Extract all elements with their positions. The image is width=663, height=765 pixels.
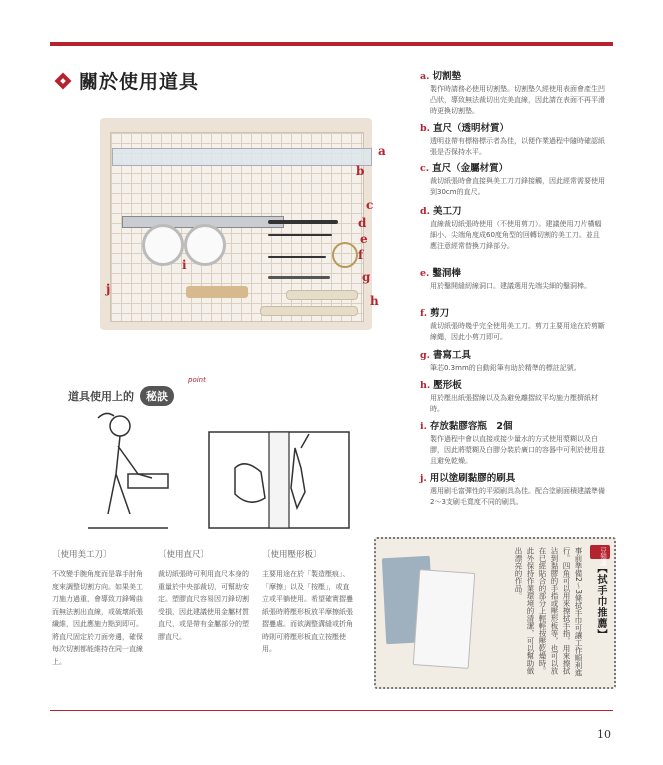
transparent-ruler (112, 148, 372, 166)
usage-heading: 〔使用美工刀〕 (52, 550, 112, 560)
tool-name: 直尺（金屬材質） (432, 163, 509, 174)
list-item: g. 書寫工具 筆芯0.3mm的自動鉛筆有助於精準的標註記號。 (420, 349, 605, 374)
tool-name: 鑿洞棒 (432, 268, 461, 279)
diamond-icon (55, 73, 71, 89)
tips-heading-text: 道具使用上的 (68, 390, 134, 403)
photo-label: c (366, 198, 374, 212)
tips-badge: 秘訣 (140, 386, 174, 406)
photo-label: i (182, 258, 187, 272)
photo-label: h (370, 294, 379, 308)
tool-name: 壓形板 (433, 380, 462, 391)
recommendation-box (374, 537, 616, 689)
photo-label: a (378, 144, 386, 158)
usage-ruler (158, 548, 250, 643)
flat-brush (186, 286, 248, 298)
tools-photo (100, 118, 386, 330)
mechanical-pencil (268, 276, 330, 279)
tool-desc: 選用刷毛富彈性的平頭刷具為佳。配合塗刷面積建議準備2～3支刷毛寬度不同的刷具。 (430, 487, 605, 506)
tip-tag-text: 豆知識 (599, 547, 607, 567)
photo-label: j (106, 282, 111, 296)
bottom-rule (50, 710, 613, 711)
usage-text: 主要用途在於「製造壓痕」、「摩擦」以及「按壓」，或直立或平躺使用。希望確實摺疊紙張時將壓形板放平摩擦紙張摺疊處。而欲調整溝縫或折角時則可將壓形板直立按壓使用。 (262, 570, 353, 653)
photo-label: d (358, 216, 367, 230)
tool-desc: 透明並帶有標格標示者為佳，以便作業過程中隨時確認紙張是否保持水平。 (430, 137, 605, 156)
photo-label: e (360, 232, 368, 246)
usage-heading: 〔使用壓形板〕 (262, 550, 322, 560)
utility-knife (268, 220, 338, 224)
tool-desc: 用於鑿開縫紉線洞口。建議選用先端尖細的鑿洞棒。 (430, 282, 591, 290)
usage-text: 裁切紙張時可利用直尺本身的重量於中央部裁切，可幫助安定。塑膠直尺容易因刀鋒切割受損，因此建議使用金屬材質直尺，或是帶有金屬部分的塑膠直尺。 (158, 570, 249, 641)
top-rule (50, 42, 613, 46)
bone-folder-long (260, 306, 358, 316)
tool-name: 用以塗刷黏膠的刷具 (429, 473, 516, 484)
list-item: f. 剪刀 裁切紙張時幾乎完全使用美工刀。剪刀主要用途在於剪斷線繩，因此小剪刀即可。 (420, 308, 605, 341)
page-title: 關於使用道具 (79, 71, 200, 93)
point-label: point (188, 376, 206, 384)
awl (268, 234, 332, 236)
photo-label: g (362, 270, 371, 284)
glue-jar (184, 224, 226, 266)
tool-name: 美工刀 (432, 206, 462, 217)
usage-heading: 〔使用直尺〕 (158, 550, 210, 560)
list-item: h. 壓形板 用於壓出紙張摺線以及為避免離摺紋平均施力壓擠紙材時。 (420, 379, 605, 415)
list-item: a. 切割墊 製作時請務必使用切割墊。切割墊久經使用表面會產生凹凸狀，導致無法裁切出完美直線，因此請在表面不再平滑時更換切割墊。 (420, 71, 605, 115)
list-item: b. 直尺（透明材質） 透明並帶有標格標示者為佳，以便作業過程中隨時確認紙張是否保持水平。 (420, 123, 605, 156)
usage-bone-folder (262, 548, 354, 656)
bone-folder (286, 290, 358, 300)
page-number: 10 (597, 728, 611, 741)
tool-desc: 裁切紙張時會直接與美工刀刀鋒接觸，因此經常需要使用到30cm的直尺。 (430, 177, 605, 196)
photo-label: b (356, 164, 365, 178)
tool-name: 剪刀 (430, 308, 450, 319)
list-item: j. 用以塗刷黏膠的刷具 選用刷毛富彈性的平頭刷具為佳。配合塗刷面積建議準備2～3支刷毛寬度不同的刷具。 (420, 473, 605, 506)
tool-name: 存放黏膠容瓶 2個 (429, 421, 513, 432)
tips-heading (68, 376, 206, 406)
tool-name: 直尺（透明材質） (432, 123, 509, 134)
tool-desc: 製作過程中會以直接或接少量水的方式使用漿糊以及白膠，因此將漿糊及白膠分裝於廣口的容器中可利於使用並且避免乾燥。 (430, 435, 605, 465)
recommendation-label: 【拭手巾推薦】 (595, 563, 606, 640)
ruler-hands-sketch (205, 428, 355, 532)
tool-desc: 直線裁切紙張時使用（不使用剪刀）。建議使用刀片橫幅細小、尖端角度成60度角型的回轉切割的美工刀。並且應注意經常替換刀鋒部分。 (430, 220, 602, 250)
tool-desc: 筆芯0.3mm的自動鉛筆有助於精準的標註記號。 (430, 364, 581, 372)
usage-knife (52, 548, 144, 668)
tool-name: 書寫工具 (432, 350, 471, 361)
tool-desc: 用於壓出紙張摺線以及為避免離摺紋平均施力壓擠紙材時。 (430, 394, 598, 413)
list-item: c. 直尺（金屬材質） 裁切紙張時會直接與美工刀刀鋒接觸，因此經常需要使用到30cm的直尺。 (420, 163, 605, 196)
photo-label: f (358, 248, 364, 262)
list-item: d. 美工刀 直線裁切紙張時使用（不使用剪刀）。建議使用刀片橫幅細小、尖端角度成60度角型的回轉切割的美工刀。並且應注意經常替換刀鋒部分。 (420, 205, 605, 252)
list-item: i. 存放黏膠容瓶 2個 製作過程中會以直接或接少量水的方式使用漿糊以及白膠，因此將漿糊及白膠分裝於廣口的容器中可利於使用並且避免乾燥。 (420, 421, 605, 465)
section-title (55, 67, 199, 94)
tool-desc: 裁切紙張時幾乎完全使用美工刀。剪刀主要用途在於剪斷線繩，因此小剪刀即可。 (430, 322, 605, 341)
glue-jar (142, 224, 184, 266)
tool-desc: 製作時請務必使用切割墊。切割墊久經使用表面會產生凹凸狀，導致無法裁切出完美直線，因此請在表面不再平滑時更換切割墊。 (430, 85, 605, 115)
pencil (268, 256, 326, 258)
tool-name: 切割墊 (432, 71, 461, 82)
towel-image (413, 569, 476, 669)
cutting-posture-sketch (68, 404, 178, 540)
list-item: e. 鑿洞棒 用於鑿開縫紉線洞口。建議選用先端尖細的鑿洞棒。 (420, 267, 605, 292)
recommendation-text: 事前準備2～3條拭手巾可讓工作順利進行。四角可以用來擦拭手指，用來擦拭沾到黏膠的手指或壓形板等，也可以放在已經貼合的部分上輕輕按壓乾燥時。此外保持作業環境的清潔，可以幫助做出漂亮的作品。 (514, 547, 583, 677)
usage-text: 不改變手腕角度而是靠手肘角度來調整切割方向。如果美工刀施力過重，會導致刀鋒彎曲而無法割出直線，或破壞紙張纖維，因此應施力點到即可。將直尺固定於刀面旁邊，確保每次切割都能維持在同一直線上。 (52, 570, 143, 666)
scissors-icon (332, 242, 358, 268)
